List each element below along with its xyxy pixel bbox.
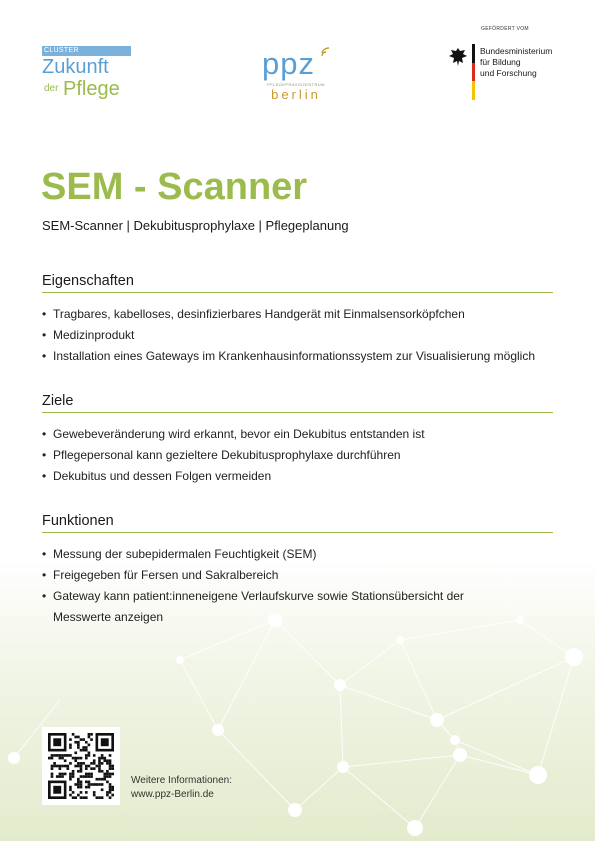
list-item: • Messung der subepidermalen Feuchtigkeit (SEM) xyxy=(42,544,553,565)
cluster-tag: CLUSTER xyxy=(42,46,131,56)
signal-waves-icon xyxy=(320,46,334,60)
bmbf-name xyxy=(480,46,552,79)
ppz-logo-city: berlin xyxy=(271,87,321,102)
list-item: • Installation eines Gateways im Krankenhausinformationssystem zur Visualisierung möglich xyxy=(42,346,553,367)
section-ziele xyxy=(42,393,553,487)
list-item xyxy=(42,586,553,628)
bullet-list xyxy=(42,544,553,628)
page-subtitle: SEM-Scanner | Dekubitusprophylaxe | Pflegeplanung xyxy=(42,218,349,233)
more-info-link[interactable]: www.ppz-Berlin.de xyxy=(131,789,214,800)
bullet-list xyxy=(42,424,553,487)
more-info-label: Weitere Informationen: xyxy=(131,775,232,786)
cluster-logo-line2: Pflege xyxy=(63,78,120,100)
section-heading: Eigenschaften xyxy=(42,273,553,293)
list-item: • Gewebeveränderung wird erkannt, bevor ein Dekubitus entstanden ist xyxy=(42,424,553,445)
section-eigenschaften xyxy=(42,273,553,367)
bmbf-line1: Bundesministerium xyxy=(480,46,553,56)
list-item: • Tragbares, kabelloses, desinfizierbares Handgerät mit Einmalsensorköpfchen xyxy=(42,304,553,325)
bullet-list xyxy=(42,304,553,367)
funding-label: GEFÖRDERT VOM xyxy=(481,26,529,32)
list-item: • Dekubitus und dessen Folgen vermeiden xyxy=(42,466,553,487)
cluster-logo-der: der xyxy=(44,83,59,94)
ppz-logo-main: ppz xyxy=(262,46,315,81)
page-title: SEM - Scanner xyxy=(41,166,308,208)
list-item-line: Messwerte anzeigen xyxy=(53,610,164,624)
section-funktionen xyxy=(42,513,553,628)
section-heading: Funktionen xyxy=(42,513,553,533)
ppz-logo-subtitle: PFLEGEPRAXISZENTRUM xyxy=(267,82,325,87)
cluster-zukunft-der-pflege-logo xyxy=(42,46,142,106)
cluster-logo-line1: Zukunft xyxy=(42,56,109,78)
list-item: • Pflegepersonal kann gezieltere Dekubitusprophylaxe durchführen xyxy=(42,445,553,466)
list-item: • Freigegeben für Fersen und Sakralbereich xyxy=(42,565,553,586)
list-item-line: • Gateway kann patient:inneneigene Verlaufskurve sowie Stationsübersicht der xyxy=(53,589,464,603)
bmbf-line2: für Bildung xyxy=(480,57,521,67)
qr-code[interactable] xyxy=(42,727,120,805)
qr-code-graphic xyxy=(48,733,114,799)
german-flag-stripe xyxy=(472,44,475,100)
list-item: • Medizinprodukt xyxy=(42,325,553,346)
bmbf-line3: und Forschung xyxy=(480,68,537,78)
federal-eagle-icon xyxy=(447,46,469,68)
ppz-berlin-logo xyxy=(256,44,336,104)
section-heading: Ziele xyxy=(42,393,553,413)
